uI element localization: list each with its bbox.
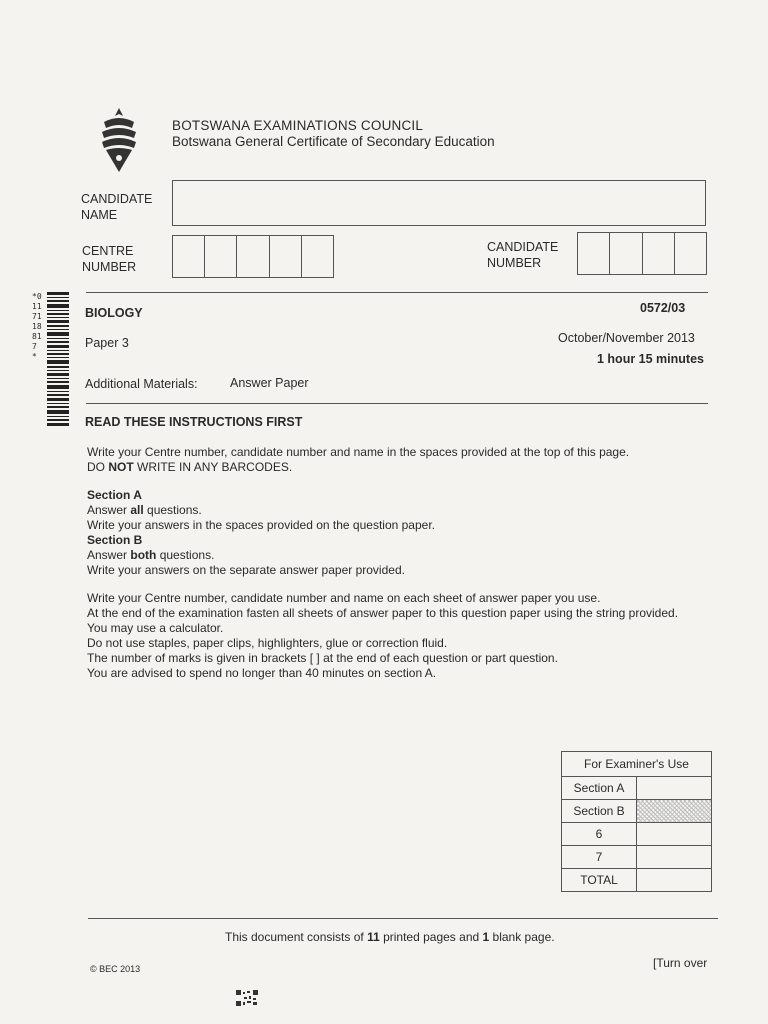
row-label: 6 (562, 823, 637, 846)
council-title: BOTSWANA EXAMINATIONS COUNCIL (172, 118, 424, 133)
divider-top (86, 292, 708, 293)
paper-code: 0572/03 (640, 301, 686, 315)
barcode-text: *0117118817 * (32, 292, 42, 361)
mark-cell[interactable] (637, 846, 712, 869)
instructions-heading: READ THESE INSTRUCTIONS FIRST (85, 415, 303, 429)
centre-digit-box[interactable] (205, 236, 237, 277)
copyright: © BEC 2013 (90, 964, 141, 974)
instructions-block: Write your Centre number, candidate number and name in the spaces provided at the top of this page. DO NOT WRITE IN ANY BARCODES. Section A Answer all questions. Write your answers in the spaces provided on the question paper. Section B Answer both questions. Write your answers on the separate answer paper provided. Write your Centre number, candidate number and name on each sheet of answer paper you use. At the end of the examination fasten all sheets of answer paper to this question paper using the string provided. You may use a calculator. Do not use staples, paper clips, highlighters, glue or correction fluid. The number of marks is given in brackets [ ] at the end of each question or part question. You are advised to spend no longer than 40 minutes on section A. (87, 445, 687, 681)
centre-digit-box[interactable] (302, 236, 333, 277)
divider-instructions (86, 403, 708, 404)
centre-digit-box[interactable] (173, 236, 205, 277)
additional-materials-value: Answer Paper (230, 376, 309, 390)
centre-digit-box[interactable] (237, 236, 269, 277)
row-label: TOTAL (562, 869, 637, 892)
candidate-digit-box[interactable] (610, 233, 642, 274)
centre-number-label: CENTRE NUMBER (82, 244, 137, 274)
mark-cell[interactable] (637, 869, 712, 892)
bec-logo-icon (96, 106, 142, 176)
mark-cell-shaded (637, 800, 712, 823)
row-label: 7 (562, 846, 637, 869)
mark-cell[interactable] (637, 777, 712, 800)
paper-number: Paper 3 (85, 336, 129, 350)
examiners-use-title: For Examiner's Use (562, 752, 712, 777)
qr-code-icon (236, 990, 258, 1006)
mark-cell[interactable] (637, 823, 712, 846)
section-a-heading: Section A (87, 488, 142, 502)
row-label: Section B (562, 800, 637, 823)
centre-number-field[interactable] (172, 235, 334, 278)
turn-over: [Turn over (653, 956, 708, 970)
exam-session: October/November 2013 (558, 331, 695, 345)
candidate-digit-box[interactable] (675, 233, 706, 274)
candidate-digit-box[interactable] (578, 233, 610, 274)
row-label: Section A (562, 777, 637, 800)
barcode-icon (47, 290, 69, 430)
candidate-digit-box[interactable] (643, 233, 675, 274)
candidate-number-field[interactable] (577, 232, 707, 275)
subject-name: BIOLOGY (85, 306, 143, 320)
candidate-name-label: CANDIDATE NAME (81, 192, 153, 222)
section-b-heading: Section B (87, 533, 143, 547)
exam-duration: 1 hour 15 minutes (597, 352, 704, 366)
page-count-note: This document consists of 11 printed pages and 1 blank page. (225, 930, 555, 944)
additional-materials-label: Additional Materials: (85, 377, 198, 391)
candidate-number-label: CANDIDATE NUMBER (487, 240, 559, 270)
candidate-name-field[interactable] (172, 180, 706, 226)
centre-digit-box[interactable] (270, 236, 302, 277)
divider-footer (88, 918, 718, 919)
certificate-subtitle: Botswana General Certificate of Secondary Education (172, 134, 495, 149)
examiners-use-table (561, 751, 712, 892)
